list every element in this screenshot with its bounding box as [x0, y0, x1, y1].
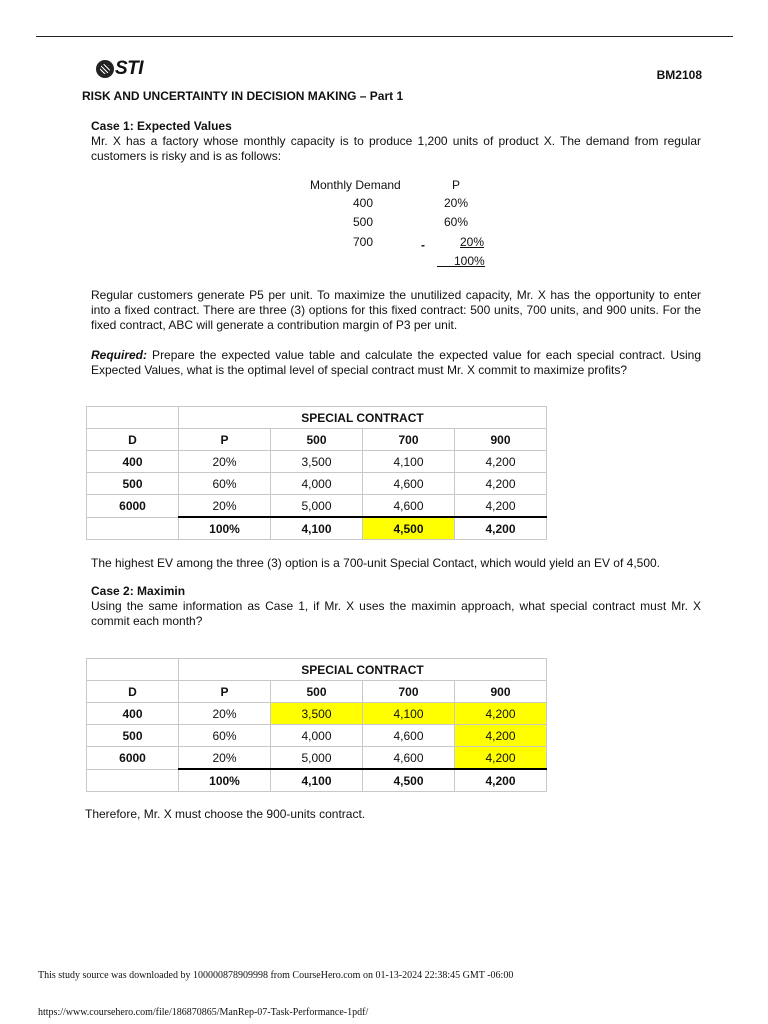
table-cell: 4,000 — [271, 473, 363, 495]
table-cell: 6000 — [87, 747, 179, 770]
case2-intro: Using the same information as Case 1, if Mr. X uses the maximin approach, what special contract must Mr. X commit each month? — [91, 599, 701, 628]
total-cell: 4,200 — [455, 517, 547, 540]
table-cell: 4,200 — [455, 451, 547, 473]
table-row — [87, 495, 547, 518]
maximin-table — [86, 658, 547, 792]
table-cell — [87, 769, 179, 792]
case1-heading: Case 1: Expected Values — [91, 119, 232, 133]
table-cell-highlighted: 4,200 — [455, 725, 547, 747]
table-cell: 5,000 — [271, 495, 363, 518]
total-cell: 100% — [179, 769, 271, 792]
column-header: 700 — [363, 681, 455, 703]
total-cell: 4,200 — [455, 769, 547, 792]
source-url[interactable]: https://www.coursehero.com/file/186870865/ManRep-07-Task-Performance-1pdf/ — [38, 1007, 369, 1018]
demand-value: 400 — [353, 196, 374, 210]
table-cell: 4,600 — [363, 747, 455, 770]
table-cell: 4,000 — [271, 725, 363, 747]
table-cell: 500 — [87, 473, 179, 495]
table-cell-highlighted: 4,200 — [455, 703, 547, 725]
top-rule — [36, 36, 733, 37]
table-cell: 500 — [87, 725, 179, 747]
table-cell: 400 — [87, 703, 179, 725]
demand-value: 500 — [353, 215, 374, 229]
total-cell: 4,100 — [271, 517, 363, 540]
table-cell: 4,600 — [363, 473, 455, 495]
table-cell: 400 — [87, 451, 179, 473]
total-cell-highlighted: 4,500 — [363, 517, 455, 540]
table-cell: 4,600 — [363, 725, 455, 747]
table-cell: 60% — [179, 473, 271, 495]
table-corner — [87, 659, 179, 681]
p-col-header: P — [452, 178, 461, 192]
table-cell: 20% — [179, 747, 271, 770]
table-cell: 6000 — [87, 495, 179, 518]
table-cell: 5,000 — [271, 747, 363, 770]
column-header: 900 — [455, 429, 547, 451]
case1-intro: Mr. X has a factory whose monthly capacity is to produce 1,200 units of product X. The demand from regular customers is risky and is as follows: — [91, 134, 701, 163]
table-cell-highlighted: 4,200 — [455, 747, 547, 770]
table-cell: 4,600 — [363, 495, 455, 518]
dash-mark: - — [421, 238, 425, 252]
required-text: Prepare the expected value table and calculate the expected value for each special contract. Using Expected Values, what is the optimal level of special contract must Mr. X commit to maximize profits? — [91, 348, 701, 377]
column-header: D — [87, 429, 179, 451]
table-cell: 60% — [179, 725, 271, 747]
column-header: D — [87, 681, 179, 703]
sti-logo — [96, 58, 143, 80]
probability-value: 20% — [460, 235, 485, 249]
logo-text: STI — [115, 58, 144, 79]
column-header: P — [179, 681, 271, 703]
special-contract-header: SPECIAL CONTRACT — [179, 407, 547, 429]
download-notice: This study source was downloaded by 100000878909998 from CourseHero.com on 01-13-2024 22:38:45 GMT -06:00 — [38, 970, 514, 981]
total-row — [87, 517, 547, 540]
table-row — [87, 473, 547, 495]
table-cell: 20% — [179, 495, 271, 518]
table-cell-highlighted: 4,100 — [363, 703, 455, 725]
case2-conclusion: Therefore, Mr. X must choose the 900-units contract. — [85, 807, 366, 821]
table-row — [87, 725, 547, 747]
table-row — [87, 747, 547, 770]
document-code: BM2108 — [656, 68, 702, 82]
required-paragraph — [91, 348, 701, 378]
total-row — [87, 769, 547, 792]
case1-conclusion: The highest EV among the three (3) option is a 700-unit Special Contact, which would yield an EV of 4,500. — [91, 556, 661, 570]
special-contract-header: SPECIAL CONTRACT — [179, 659, 547, 681]
table-cell: 20% — [179, 451, 271, 473]
sti-logo-icon — [96, 60, 114, 78]
table-cell-highlighted: 3,500 — [271, 703, 363, 725]
column-header: 700 — [363, 429, 455, 451]
total-cell: 100% — [179, 517, 271, 540]
table-row — [87, 703, 547, 725]
demand-value: 700 — [353, 235, 374, 249]
total-cell: 4,500 — [363, 769, 455, 792]
table-row — [87, 451, 547, 473]
expected-value-table — [86, 406, 547, 540]
document-title: RISK AND UNCERTAINTY IN DECISION MAKING – Part 1 — [82, 89, 404, 103]
column-header: P — [179, 429, 271, 451]
probability-total: 100% — [454, 254, 485, 268]
table-cell: 3,500 — [271, 451, 363, 473]
required-label: Required: — [91, 348, 148, 362]
column-header: 500 — [271, 429, 363, 451]
table-cell: 20% — [179, 703, 271, 725]
table-corner — [87, 407, 179, 429]
column-header: 500 — [271, 681, 363, 703]
table-cell — [87, 517, 179, 540]
column-header: 900 — [455, 681, 547, 703]
total-cell: 4,100 — [271, 769, 363, 792]
case1-paragraph: Regular customers generate P5 per unit. To maximize the unutilized capacity, Mr. X has the opportunity to enter into a fixed contract. There are three (3) options for this fixed contract: 500 units, 700 units, and 900 units. For the fixed contract, ABC will generate a contribution margin of P3 per unit. — [91, 288, 701, 332]
probability-value: 60% — [444, 215, 469, 229]
probability-value: 20% — [444, 196, 469, 210]
table-cell: 4,200 — [455, 495, 547, 518]
demand-col-header: Monthly Demand — [310, 178, 401, 192]
table-cell: 4,100 — [363, 451, 455, 473]
table-cell: 4,200 — [455, 473, 547, 495]
case2-heading: Case 2: Maximin — [91, 584, 186, 598]
